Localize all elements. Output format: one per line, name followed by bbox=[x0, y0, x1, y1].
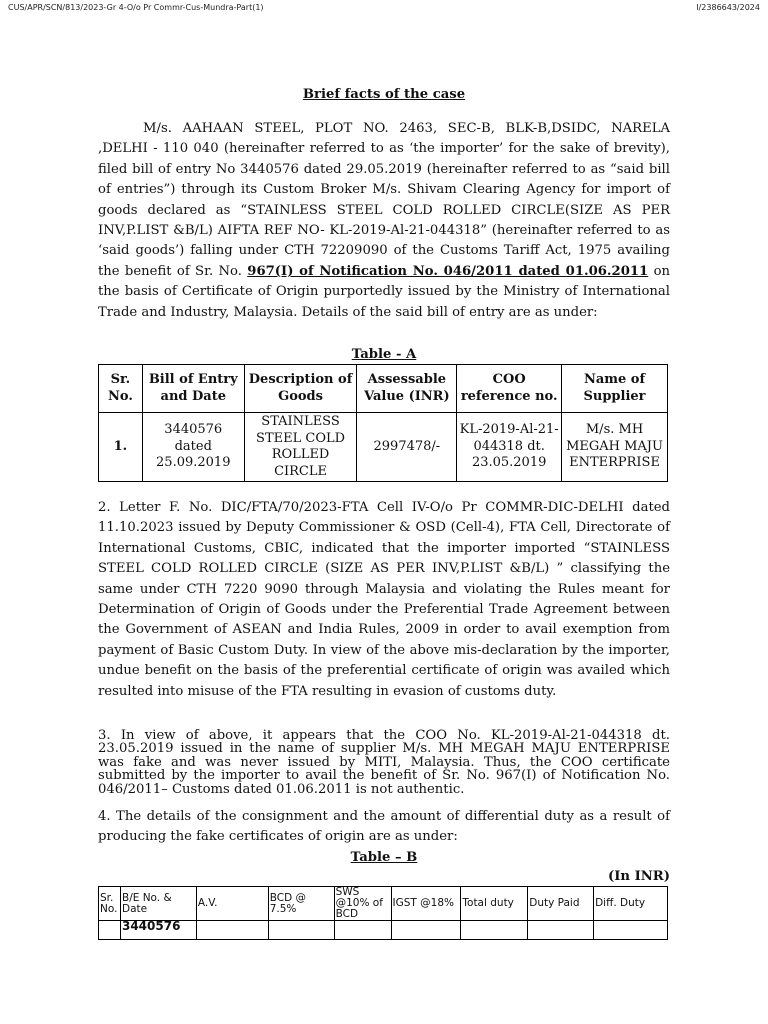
paragraph-2: 2. Letter F. No. DIC/FTA/70/2023-FTA Cell IV-O/o Pr COMMR-DIC-DELHI dated 11.10.2023 issued by Deputy Commissioner & OSD (Cell-4), FTA Cell, Directorate of International Customs, CBIC, indicated that the importer imported “STAINLESS STEEL COLD ROLLED CIRCLE (SIZE AS PER INV,P.LIST &B/L) ” classifying the same under CTH 7220 9090 through Malaysia and violating the Rules meant for Determination of Origin of Goods under the Preferential Trade Agreement between the Government of ASEAN and India Rules, 2009 in order to avail exemption from payment of Basic Custom Duty. In view of the above mis-declaration by the importer, undue benefit on the basis of the preferential certificate of origin was availed which resulted into misuse of the FTA resulting in evasion of customs duty. bbox=[98, 500, 670, 699]
table-row bbox=[99, 921, 668, 940]
paragraph-3: 3. In view of above, it appears that the COO No. KL-2019-Al-21-044318 dt. 23.05.2019 issued in the name of supplier M/s. MH MEGAH MAJU ENTERPRISE was fake and was never issued by MITI, Malaysia. Thus, the COO certificate submitted by the importer to avail the benefit of Sr. No. 967(I) of Notification No. 046/2011– Customs dated 01.06.2011 is not authentic. bbox=[98, 728, 670, 797]
table-b-cell bbox=[99, 921, 121, 940]
table-a-cell: 2997478/- bbox=[357, 413, 457, 482]
table-b-cell bbox=[196, 921, 268, 940]
table-a-header: Sr. No. bbox=[99, 365, 143, 413]
paragraph-1 bbox=[98, 119, 670, 323]
table-b-unit: (In INR) bbox=[607, 869, 670, 884]
table-b-header: Duty Paid bbox=[528, 887, 594, 921]
table-b-header: A.V. bbox=[196, 887, 268, 921]
table-a-header: Assessable Value (INR) bbox=[357, 365, 457, 413]
table-b-header: Total duty bbox=[461, 887, 528, 921]
table-a-cell: 3440576 dated 25.09.2019 bbox=[142, 413, 244, 482]
table-b-cell bbox=[461, 921, 528, 940]
header-file-reference: CUS/APR/SCN/813/2023-Gr 4-O/o Pr Commr-Cus-Mundra-Part(1) bbox=[8, 3, 264, 12]
table-b-header: BCD @ 7.5% bbox=[268, 887, 334, 921]
table-b bbox=[98, 886, 668, 940]
table-b-cell bbox=[594, 921, 668, 940]
table-b-caption: Table – B bbox=[350, 850, 418, 865]
table-a-cell: M/s. MH MEGAH MAJU ENTERPRISE bbox=[562, 413, 668, 482]
table-b-header: Sr. No. bbox=[99, 887, 121, 921]
table-a-header: COO reference no. bbox=[457, 365, 562, 413]
table-b-header: Diff. Duty bbox=[594, 887, 668, 921]
table-b-header: SWS @10% of BCD bbox=[334, 887, 391, 921]
table-a-header: Bill of Entry and Date bbox=[142, 365, 244, 413]
paragraph-1-text-after: on the basis of Certificate of Origin purportedly issued by the Ministry of International Trade and Industry, Malaysia. Details of the said bill of entry are as under: bbox=[98, 263, 671, 320]
table-a-cell: STAINLESS STEEL COLD ROLLED CIRCLE bbox=[244, 413, 357, 482]
table-b-header: B/E No. & Date bbox=[120, 887, 196, 921]
table-a-cell: 1. bbox=[99, 413, 143, 482]
table-a-cell: KL-2019-Al-21-044318 dt. 23.05.2019 bbox=[457, 413, 562, 482]
table-a-header: Name of Supplier bbox=[562, 365, 668, 413]
table-a-header: Description of Goods bbox=[244, 365, 357, 413]
table-b-cell bbox=[268, 921, 334, 940]
header-document-number: I/2386643/2024 bbox=[696, 3, 760, 12]
document-title: Brief facts of the case bbox=[302, 87, 466, 102]
paragraph-4: 4. The details of the consignment and the amount of differential duty as a result of producing the fake certificates of origin are as under: bbox=[98, 809, 670, 845]
table-a-caption: Table - A bbox=[351, 347, 417, 362]
table-b-cell: 3440576 bbox=[120, 921, 196, 940]
table-b-cell bbox=[391, 921, 461, 940]
table-a-header-row bbox=[99, 365, 668, 413]
table-b-cell bbox=[528, 921, 594, 940]
table-a bbox=[98, 364, 668, 482]
table-row bbox=[99, 413, 668, 482]
table-b-cell bbox=[334, 921, 391, 940]
table-b-header: IGST @18% bbox=[391, 887, 461, 921]
paragraph-1-text-before: M/s. AAHAAN STEEL, PLOT NO. 2463, SEC-B, BLK-B,DSIDC, NARELA ,DELHI - 110 040 (hereinafter referred to as ‘the importer’ for the sake of brevity), filed bill of entry No 3440576 dated 29.05.2019 (hereinafter referred to as “said bill of entries”) through its Custom Broker M/s. Shivam Clearing Agency for import of goods declared as “STAINLESS STEEL COLD ROLLED CIRCLE(SIZE AS PER INV,P.LIST &B/L) AIFTA REF NO- KL-2019-Al-21-044318” (hereinafter referred to as ‘said goods’) falling under CTH 72209090 of the Customs Tariff Act, 1975 availing the benefit of Sr. No. bbox=[98, 121, 670, 279]
table-b-header-row bbox=[99, 887, 668, 921]
notification-reference: 967(I) of Notification No. 046/2011 dated 01.06.2011 bbox=[247, 263, 649, 279]
